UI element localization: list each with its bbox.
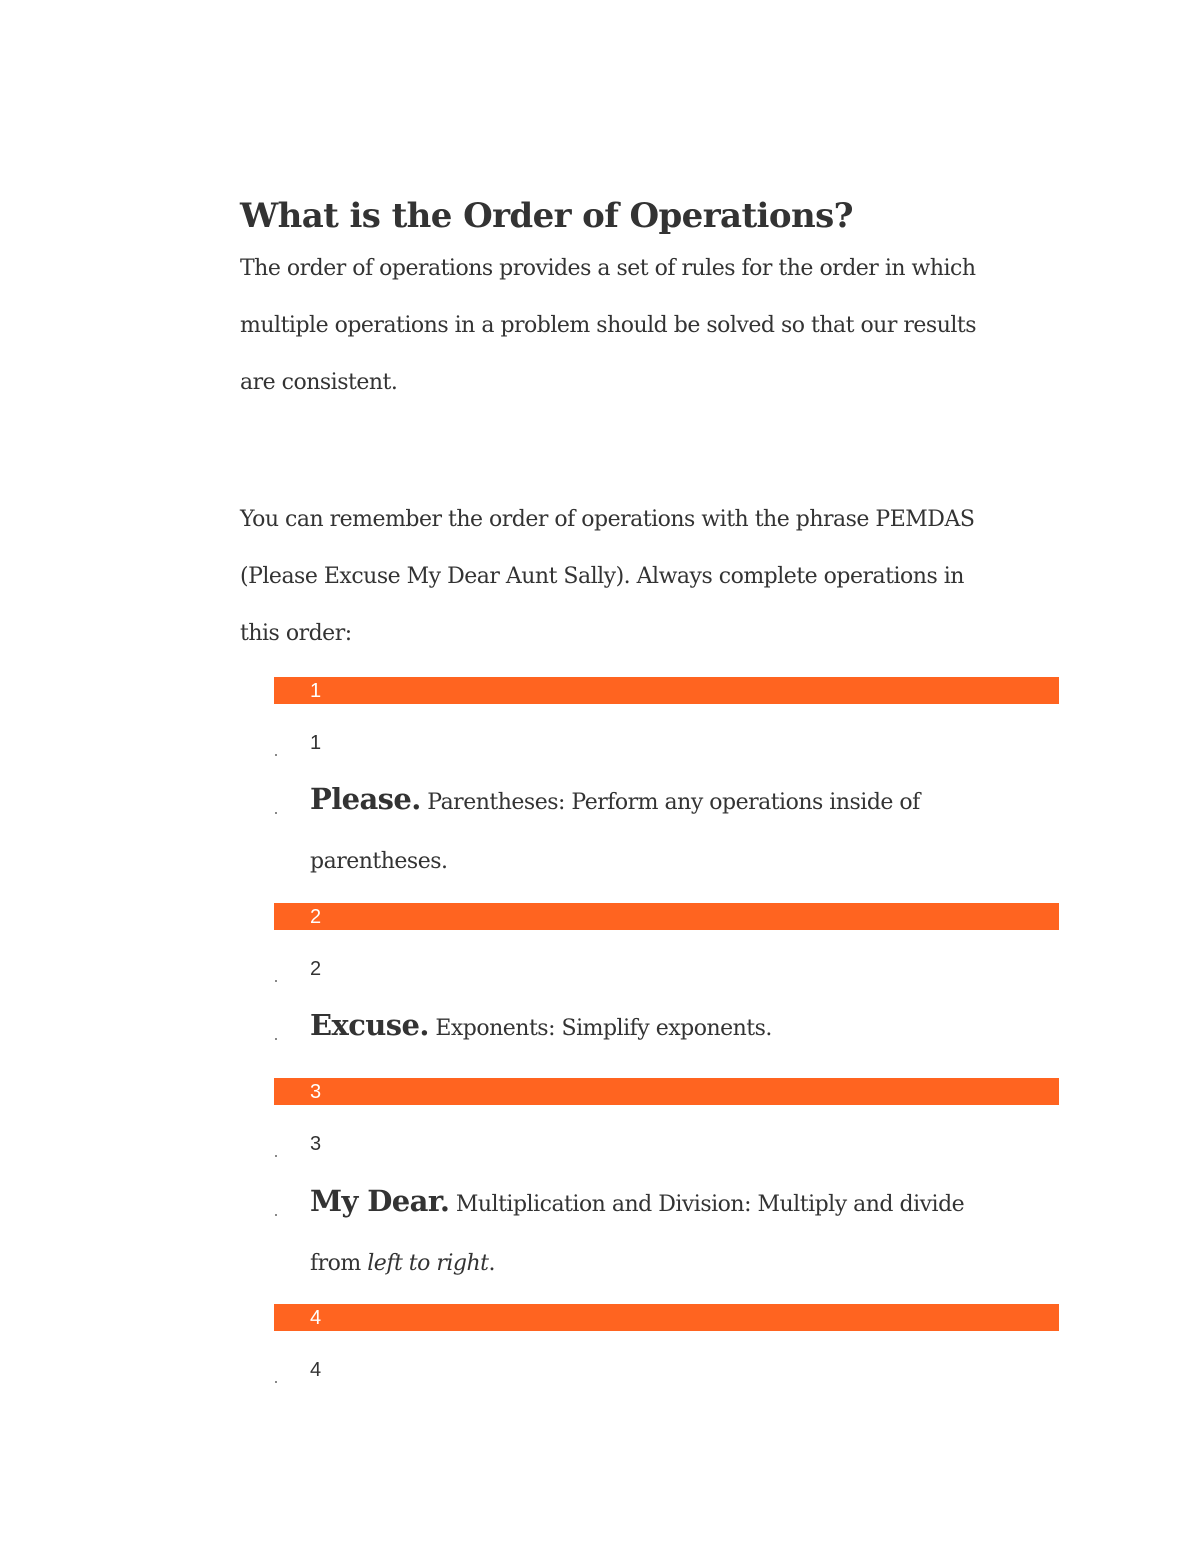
- step-header-number: 3: [310, 1081, 322, 1103]
- list-marker: [275, 1038, 277, 1040]
- list-marker: [275, 1155, 277, 1157]
- step-keyword: Please.: [310, 782, 421, 816]
- step-header-bar: [274, 903, 1059, 930]
- step-header-bar: [274, 1078, 1059, 1105]
- step-text-line: [310, 1234, 1050, 1293]
- intro-line: The order of operations provides a set of rules for the order in which: [240, 256, 976, 281]
- page-title: What is the Order of Operations?: [240, 196, 853, 236]
- step-text: from: [310, 1251, 368, 1276]
- list-marker: [275, 812, 277, 814]
- step-description: [310, 770, 1050, 891]
- list-marker: [275, 980, 277, 982]
- intro-line: multiple operations in a problem should be solved so that our results: [240, 313, 977, 338]
- step-header-number: 2: [310, 906, 322, 928]
- step-header-bar: [274, 1304, 1059, 1331]
- step-description: [310, 1172, 1050, 1293]
- step-number: 2: [310, 958, 322, 980]
- intro-line: are consistent.: [240, 370, 398, 395]
- pemdas-line: You can remember the order of operations with the phrase PEMDAS: [240, 507, 975, 532]
- step-header-number: 4: [310, 1307, 322, 1329]
- list-marker: [275, 754, 277, 756]
- step-number: 4: [310, 1359, 322, 1381]
- step-number: 3: [310, 1133, 322, 1155]
- list-marker: [275, 1214, 277, 1216]
- intro-paragraph: [240, 240, 1070, 411]
- step-text: Multiplication and Division: Multiply and divide: [455, 1192, 965, 1217]
- pemdas-paragraph: [240, 491, 1070, 662]
- step-text: Exponents: Simplify exponents.: [435, 1016, 772, 1041]
- step-text: parentheses.: [310, 849, 448, 874]
- step-keyword: Excuse.: [310, 1008, 429, 1042]
- step-text: .: [488, 1251, 496, 1276]
- step-text: Parentheses: Perform any operations inside of: [427, 790, 920, 815]
- step-emphasis: left to right: [367, 1251, 489, 1276]
- step-header-number: 1: [310, 680, 322, 702]
- step-keyword: My Dear.: [310, 1184, 450, 1218]
- pemdas-line: (Please Excuse My Dear Aunt Sally). Always complete operations in: [240, 564, 964, 589]
- step-number: 1: [310, 732, 322, 754]
- list-marker: [275, 1381, 277, 1383]
- step-description: [310, 996, 1050, 1058]
- step-header-bar: [274, 677, 1059, 704]
- pemdas-line: this order:: [240, 621, 352, 646]
